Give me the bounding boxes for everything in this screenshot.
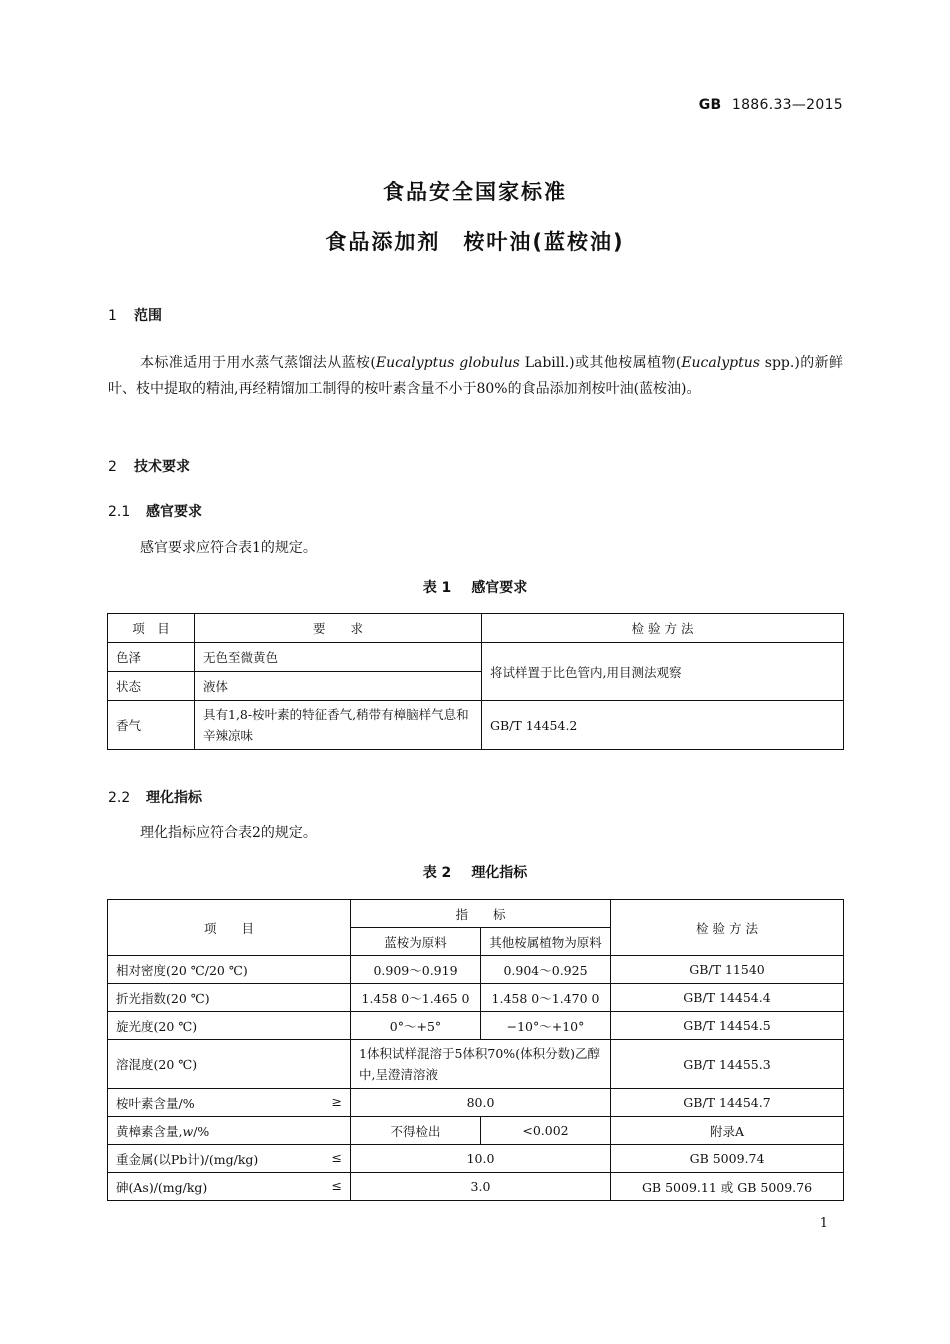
section-2-2-text: 理化指标应符合表2的规定。 bbox=[140, 825, 317, 841]
row-method: GB/T 14455.3 bbox=[611, 1040, 844, 1089]
sensory-requirements-table bbox=[107, 613, 844, 750]
row-method: 将试样置于比色管内,用目测法观察 bbox=[482, 643, 844, 701]
row-value-merged: 80.0 bbox=[351, 1089, 611, 1117]
table-1-caption: 表 1 感官要求 bbox=[422, 580, 528, 596]
table-row bbox=[108, 1145, 844, 1173]
header-index: 指 标 bbox=[351, 900, 611, 928]
row-item: 色泽 bbox=[108, 643, 195, 672]
section-2-heading bbox=[108, 456, 190, 476]
comparison-symbol: ≤ bbox=[331, 1149, 342, 1165]
row-value-2: <0.002 bbox=[481, 1117, 611, 1145]
row-item: 相对密度(20 ℃/20 ℃) bbox=[108, 956, 351, 984]
section-title: 感官要求 bbox=[146, 504, 202, 520]
table-row bbox=[108, 1117, 844, 1145]
section-number: 1 bbox=[108, 308, 117, 324]
row-method: GB/T 14454.7 bbox=[611, 1089, 844, 1117]
row-method: GB/T 14454.4 bbox=[611, 984, 844, 1012]
genus-name: Eucalyptus bbox=[681, 355, 760, 371]
row-value-2: 1.458 0～1.470 0 bbox=[481, 984, 611, 1012]
header-method: 检 验 方 法 bbox=[611, 900, 844, 956]
row-method: GB 5009.74 bbox=[611, 1145, 844, 1173]
row-value-1: 1.458 0～1.465 0 bbox=[351, 984, 481, 1012]
table-2-caption: 表 2 理化指标 bbox=[422, 865, 528, 881]
comparison-symbol: ≥ bbox=[331, 1093, 342, 1109]
row-item: 桉叶素含量/% ≥ bbox=[108, 1089, 351, 1117]
header-item: 项 目 bbox=[108, 614, 195, 643]
row-requirement: 液体 bbox=[195, 672, 482, 701]
section-title: 理化指标 bbox=[146, 790, 202, 806]
section-1-heading bbox=[108, 305, 162, 325]
row-requirement: 具有1,8-桉叶素的特征香气,稍带有樟脑样气息和辛辣凉味 bbox=[195, 701, 482, 750]
section-number: 2.2 bbox=[108, 790, 131, 806]
physicochemical-indicators-table bbox=[107, 899, 844, 1201]
table-header-row bbox=[108, 614, 844, 643]
row-method: GB/T 14454.5 bbox=[611, 1012, 844, 1040]
row-method: GB/T 11540 bbox=[611, 956, 844, 984]
section-title: 技术要求 bbox=[134, 459, 190, 475]
table-row bbox=[108, 1012, 844, 1040]
table-row bbox=[108, 956, 844, 984]
table-header-row bbox=[108, 900, 844, 928]
doc-code-prefix: GB bbox=[698, 97, 722, 113]
table-row bbox=[108, 984, 844, 1012]
table-row bbox=[108, 701, 844, 750]
header-requirement: 要 求 bbox=[195, 614, 482, 643]
row-value-1: 0.909～0.919 bbox=[351, 956, 481, 984]
row-value-1: 不得检出 bbox=[351, 1117, 481, 1145]
scope-paragraph: 本标准适用于用水蒸气蒸馏法从蓝桉(Eucalyptus globulus Labill.)或其他桉属植物(Eucalyptus spp.)的新鲜叶、枝中提取的精油,再经精馏加工制得的桉叶素含量不小于80%的食品添加剂桉叶油(蓝桉油)。 bbox=[108, 355, 843, 397]
document-code bbox=[699, 97, 843, 113]
row-item: 折光指数(20 ℃) bbox=[108, 984, 351, 1012]
page-number: 1 bbox=[819, 1216, 828, 1231]
table-row bbox=[108, 1173, 844, 1201]
header-method: 检 验 方 法 bbox=[482, 614, 844, 643]
row-item: 状态 bbox=[108, 672, 195, 701]
row-requirement: 无色至微黄色 bbox=[195, 643, 482, 672]
standard-title: 食品安全国家标准 bbox=[383, 180, 567, 204]
row-value-2: 0.904～0.925 bbox=[481, 956, 611, 984]
table-row bbox=[108, 1040, 844, 1089]
section-title: 范围 bbox=[134, 308, 162, 324]
row-method: GB/T 14454.2 bbox=[482, 701, 844, 750]
row-item: 香气 bbox=[108, 701, 195, 750]
header-other-eucalyptus: 其他桉属植物为原料 bbox=[481, 928, 611, 956]
row-item: 旋光度(20 ℃) bbox=[108, 1012, 351, 1040]
table-row bbox=[108, 1089, 844, 1117]
standard-subtitle: 食品添加剂 桉叶油(蓝桉油) bbox=[325, 230, 625, 254]
row-value-merged: 10.0 bbox=[351, 1145, 611, 1173]
row-value-2: −10°～+10° bbox=[481, 1012, 611, 1040]
row-value-merged: 3.0 bbox=[351, 1173, 611, 1201]
row-value-merged: 1体积试样混溶于5体积70%(体积分数)乙醇中,呈澄清溶液 bbox=[351, 1040, 611, 1089]
header-item: 项 目 bbox=[108, 900, 351, 956]
row-item: 砷(As)/(mg/kg) ≤ bbox=[108, 1173, 351, 1201]
section-2-1-text: 感官要求应符合表1的规定。 bbox=[140, 540, 317, 556]
section-2-2-heading bbox=[108, 787, 202, 807]
row-value-1: 0°～+5° bbox=[351, 1012, 481, 1040]
row-item: 重金属(以Pb计)/(mg/kg) ≤ bbox=[108, 1145, 351, 1173]
comparison-symbol: ≤ bbox=[331, 1177, 342, 1193]
table-row bbox=[108, 643, 844, 672]
section-2-1-heading bbox=[108, 501, 202, 521]
doc-code-number: 1886.33—2015 bbox=[731, 97, 843, 113]
row-method: GB 5009.11 或 GB 5009.76 bbox=[611, 1173, 844, 1201]
header-eucalyptus-globulus: 蓝桉为原料 bbox=[351, 928, 481, 956]
section-number: 2.1 bbox=[108, 504, 131, 520]
row-method: 附录A bbox=[611, 1117, 844, 1145]
row-item: 黄樟素含量,w/% bbox=[108, 1117, 351, 1145]
row-item: 溶混度(20 ℃) bbox=[108, 1040, 351, 1089]
section-number: 2 bbox=[108, 459, 117, 475]
species-name: Eucalyptus globulus bbox=[375, 355, 520, 371]
